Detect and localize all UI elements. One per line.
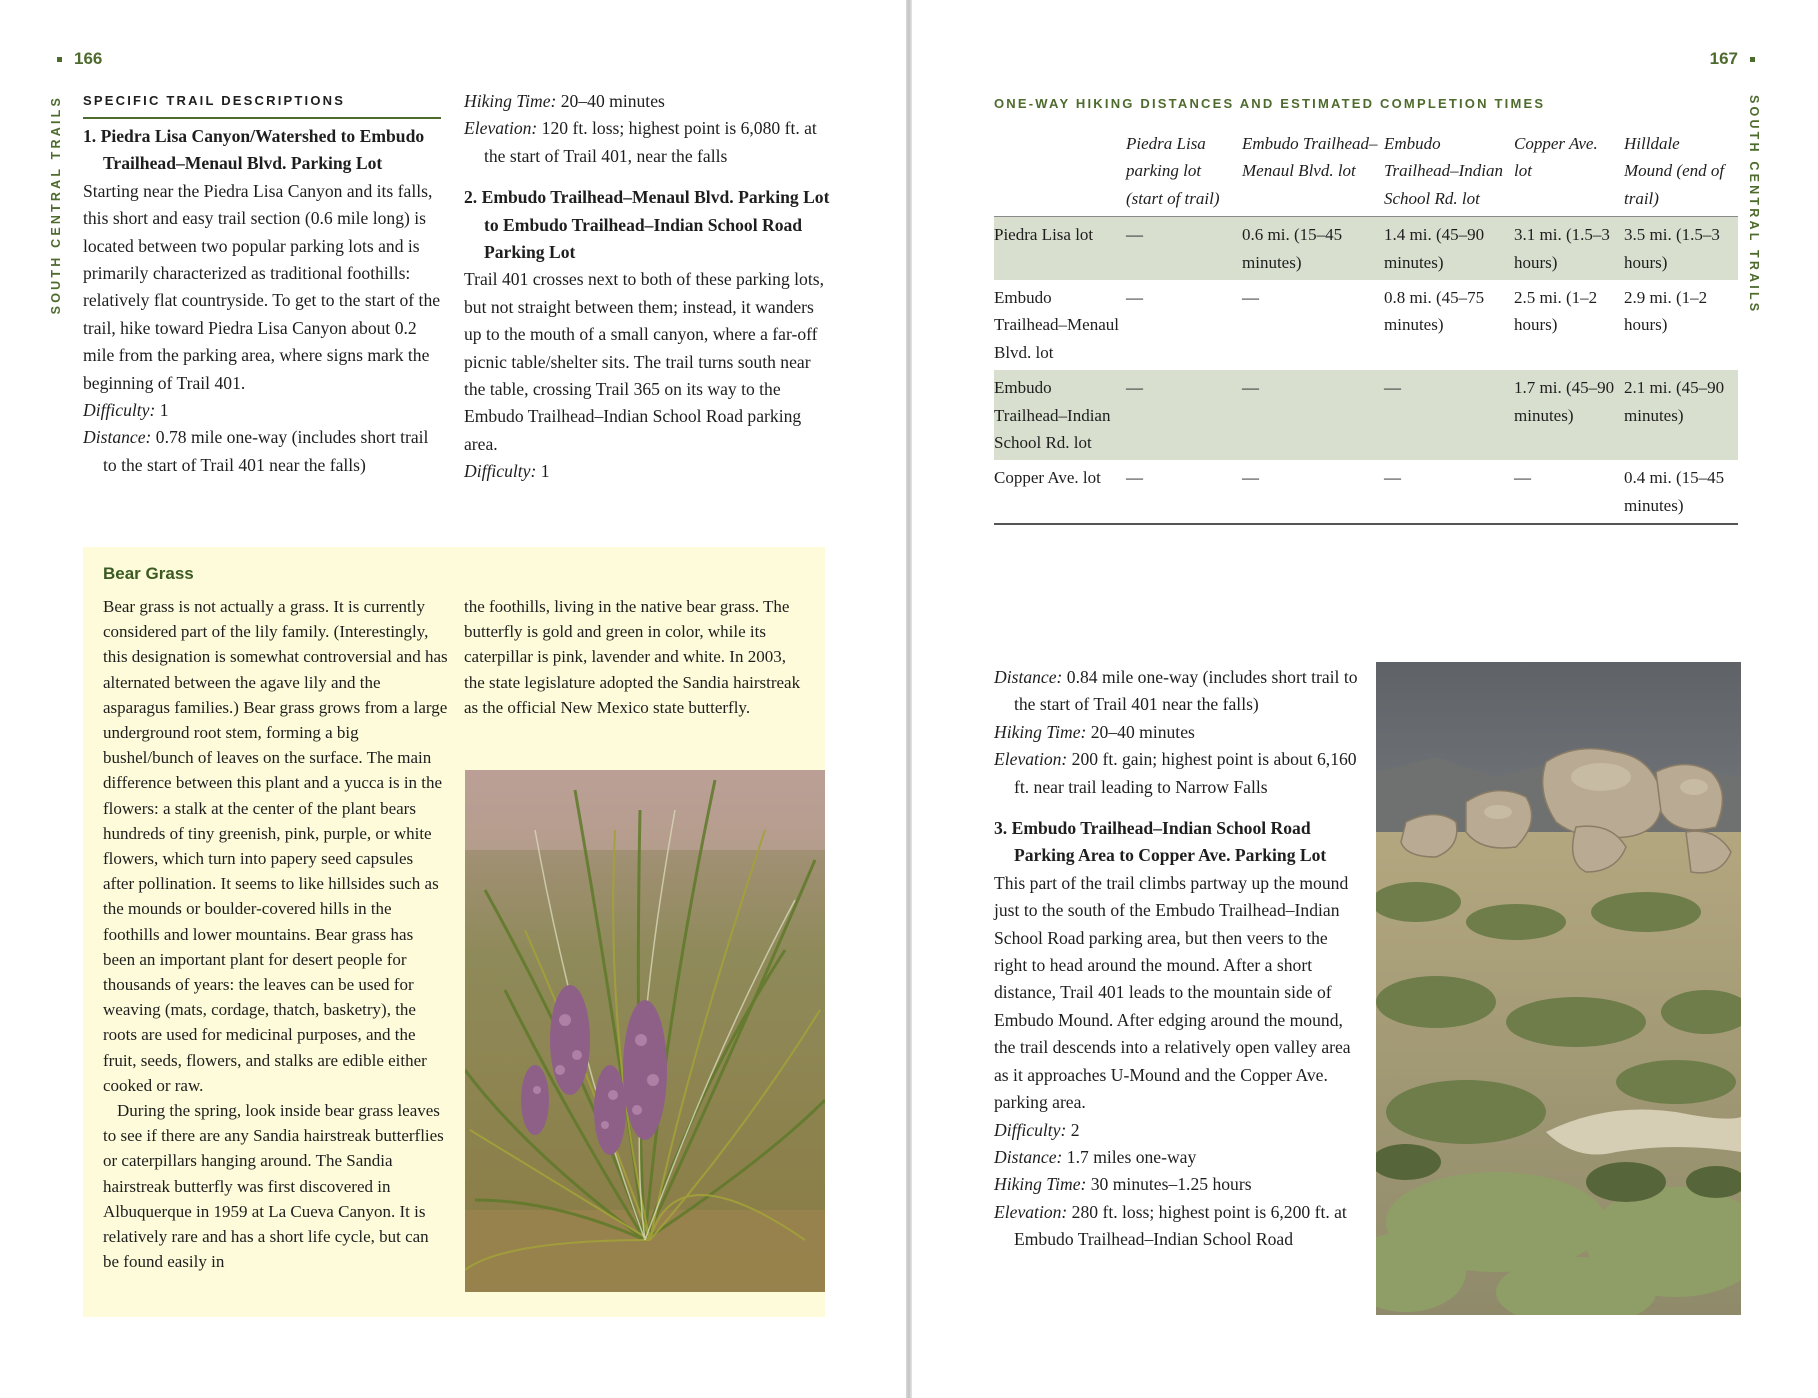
sidebar-column-1 [103,594,448,1274]
trail1-title: 1. Piedra Lisa Canyon/Watershed to Embudo Trailhead–Menaul Blvd. Parking Lot [83,126,425,174]
table-cell: Piedra Lisa lot [994,217,1126,280]
table-cell: — [1242,370,1384,460]
section-title: SPECIFIC TRAIL DESCRIPTIONS [83,92,441,119]
sidebar-title: Bear Grass [103,564,194,583]
table-cell: 2.1 mi. (45–90 minutes) [1624,370,1738,460]
table-cell: 1.7 mi. (45–90 minutes) [1514,370,1624,460]
left-column-1 [83,92,441,479]
trail2-body: Trail 401 crosses next to both of these parking lots, but not straight between them; instead, it wanders up to the mouth of a small canyon, where a far-off picnic table/shelter sits. The trail turns south near the table, crossing Trail 365 on its way to the Embudo Trailhead–Indian School Road parking area. [464,269,824,454]
table-row [994,370,1738,460]
table-cell: 0.8 mi. (45–75 minutes) [1384,288,1485,335]
table-cell: — [1126,370,1242,460]
trail3-hiking-time: Hiking Time: 30 minutes–1.25 hours [994,1174,1252,1195]
trail1-hiking-time: Hiking Time: 20–40 minutes [464,91,665,111]
right-column-1 [994,664,1360,1254]
table-header-cell: Copper Ave. lot [1514,134,1598,181]
table-cell: Embudo Trailhead–Menaul Blvd. lot [994,288,1119,362]
table-row [994,280,1738,370]
trail3-distance: Distance: 1.7 miles one-way [994,1146,1197,1167]
folio-square-icon [1750,57,1755,62]
trail2-distance: Distance: 0.84 mile one-way (includes short trail to the start of Trail 401 near the falls) [994,667,1358,715]
table-cell: — [1384,468,1401,488]
table-header-cell: Embudo Trailhead–Indian School Rd. lot [1384,134,1504,208]
table-cell: — [1126,217,1242,280]
table-cell: 1.4 mi. (45–90 minutes) [1384,217,1514,280]
sidebar-paragraph-1: Bear grass is not actually a grass. It is currently considered part of the lily family. (Interestingly, this designation is somewhat controversial and has alternated between the agave lily and the asparagus families.) Bear grass grows from a large underground root stem, forming a big bushel/bunch of leaves on the surface. The main difference between this plant and a yucca is in the flowers: a stalk at the center of the plant bears hundreds of tiny greenish, pink, purple, or white flowers, which turn into papery seed capsules after pollination. It seems to like hillsides such as the mounds or boulder-covered hills in the foothills and lower mountains. Bear grass has been an important plant for desert people for thousands of years: the leaves can be used for weaving (mats, cordage, thatch, basketry), the roots are used for medicinal purposes, and the fruit, seeds, flowers, and stalks are edible either cooked or raw. [103,597,448,1095]
trail2-difficulty: Difficulty: 1 [464,461,550,482]
right-page-number: 167 [1710,49,1755,69]
table-cell: — [1242,468,1259,488]
table-cell: — [1384,370,1514,460]
left-running-head: SOUTH CENTRAL TRAILS [49,95,63,315]
trail1-body: Starting near the Piedra Lisa Canyon and its falls, this short and easy trail section (0.6 mile long) is located between two popular parking lots and is primarily characterized as traditional foothills: relatively flat countryside. To get to the start of the trail, hike toward Piedra Lisa Canyon about 0.2 mile from the parking area, where signs mark the beginning of Trail 401. [83,180,441,393]
left-page-number: 166 [57,49,102,69]
trail3-title: 3. Embudo Trailhead–Indian School Road Parking Area to Copper Ave. Parking Lot [994,818,1327,866]
trail1-difficulty: Difficulty: 1 [83,400,169,421]
table-cell: — [1126,288,1143,308]
bear-grass-photo [465,770,825,1292]
table-cell: — [1242,288,1259,308]
table-header-row [994,126,1738,217]
table-header-cell [994,126,1126,217]
table-row [994,460,1738,524]
trail3-difficulty: Difficulty: 2 [994,1119,1080,1140]
trail1-elevation: Elevation: 120 ft. loss; highest point is 6,080 ft. at the start of Trail 401, near the falls [464,118,817,166]
table-cell: 2.5 mi. (1–2 hours) [1514,288,1598,335]
table-title: ONE-WAY HIKING DISTANCES AND ESTIMATED COMPLETION TIMES [994,96,1546,111]
table-header-cell: Embudo Trailhead–Menaul Blvd. lot [1242,134,1378,181]
trail2-elevation: Elevation: 200 ft. gain; highest point is about 6,160 ft. near trail leading to Narrow Falls [994,749,1357,797]
trail1-distance: Distance: 0.78 mile one-way (includes short trail to the start of Trail 401 near the falls) [83,427,429,475]
sidebar-column-2 [464,594,809,720]
table-cell: 0.4 mi. (15–45 minutes) [1624,468,1725,515]
table-header-cell: Hilldale Mound (end of trail) [1624,134,1725,208]
trail2-title: 2. Embudo Trailhead–Menaul Blvd. Parking Lot to Embudo Trailhead–Indian School Road Parking Lot [464,187,830,263]
table-cell: 0.6 mi. (15–45 minutes) [1242,217,1384,280]
left-column-2 [464,88,830,486]
folio-square-icon [57,57,62,62]
desert-boulders-photo [1376,662,1741,1315]
table-cell: Embudo Trailhead–Indian School Rd. lot [994,370,1126,460]
table-row [994,217,1738,280]
table-cell: Copper Ave. lot [994,468,1101,488]
table-cell: 2.9 mi. (1–2 hours) [1624,288,1708,335]
trail3-elevation: Elevation: 280 ft. loss; highest point is 6,200 ft. at Embudo Trailhead–Indian School Road [994,1201,1347,1250]
table-cell: — [1126,468,1143,488]
trail2-hiking-time: Hiking Time: 20–40 minutes [994,721,1195,742]
table-cell: 3.5 mi. (1.5–3 hours) [1624,217,1738,280]
distance-table [994,126,1738,525]
trail3-body: This part of the trail climbs partway up the mound just to the south of the Embudo Trailhead–Indian School Road parking area, but then veers to the right to head around the mound. After a short distance, Trail 401 leads to the mountain side of Embudo Mound. After edging around the mound, the trail descends into a relatively open valley area as it approaches U-Mound and the Copper Ave. parking area. [994,872,1351,1113]
table-header-cell: Piedra Lisa parking lot (start of trail) [1126,134,1220,208]
table-cell: 3.1 mi. (1.5–3 hours) [1514,217,1624,280]
sidebar-paragraph-3: the foothills, living in the native bear grass. The butterfly is gold and green in color, while its caterpillar is pink, lavender and white. In 2003, the state legislature adopted the Sandia hairstreak as the official New Mexico state butterfly. [464,597,801,717]
sidebar-paragraph-2: During the spring, look inside bear grass leaves to see if there are any Sandia hairstreak butterflies or caterpillars hanging around. The Sandia hairstreak butterfly was first discovered in Albuquerque in 1959 at La Cueva Canyon. It is relatively rare and has a short life cycle, but can be found easily in [103,1101,444,1272]
table-cell: — [1514,468,1531,488]
right-running-head: SOUTH CENTRAL TRAILS [1747,95,1761,315]
